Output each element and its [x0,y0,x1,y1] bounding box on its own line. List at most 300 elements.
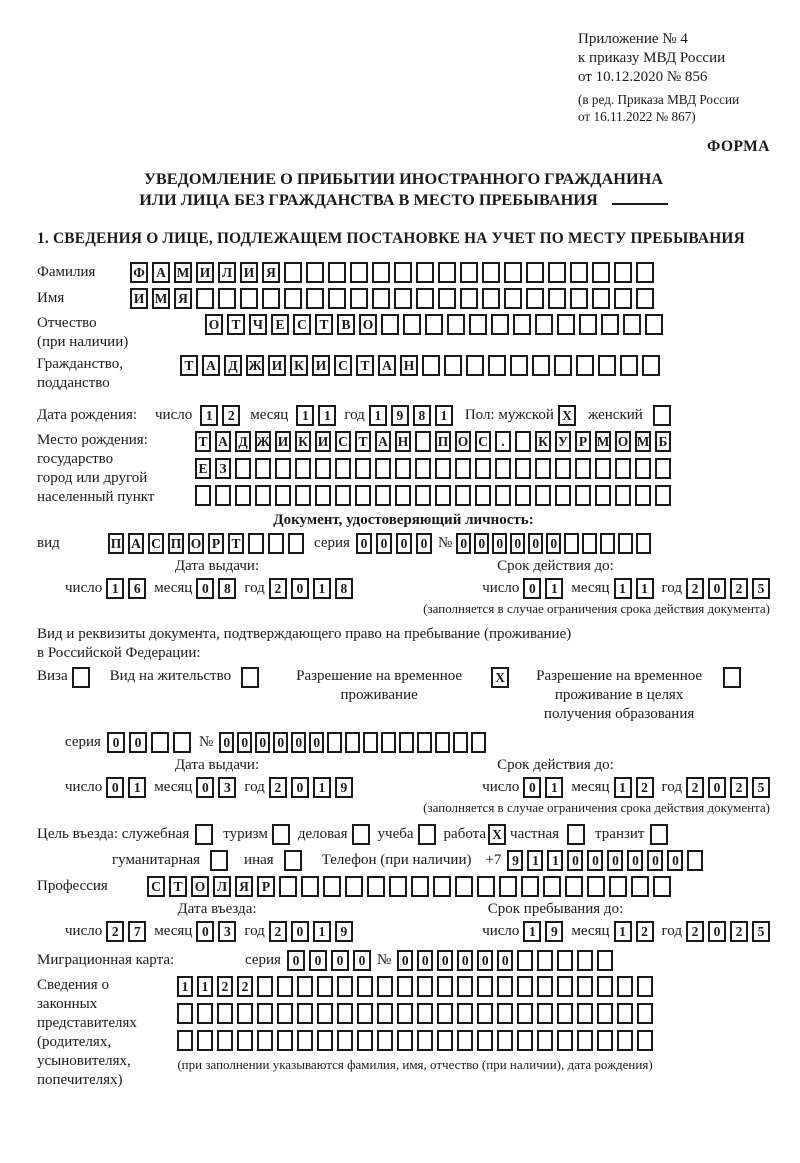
char-cell[interactable] [327,732,342,753]
char-cell[interactable] [532,355,550,376]
char-cell[interactable] [377,1003,393,1024]
char-cell[interactable]: А [375,431,391,452]
char-cell[interactable] [592,262,610,283]
char-cell[interactable] [623,314,641,335]
char-cell[interactable]: М [152,288,170,309]
char-cell[interactable]: 2 [686,578,704,599]
char-cell[interactable] [635,485,651,506]
char-cell[interactable] [355,458,371,479]
char-cell[interactable]: О [188,533,204,554]
char-cell[interactable]: 0 [396,533,412,554]
char-cell[interactable]: М [635,431,651,452]
char-cell[interactable] [543,876,561,897]
char-cell[interactable]: 0 [437,950,453,971]
char-cell[interactable]: 1 [200,405,218,426]
char-cell[interactable]: 0 [196,777,214,798]
char-cell[interactable]: 1 [614,578,632,599]
char-cell[interactable]: 0 [456,533,471,554]
char-cell[interactable] [173,732,191,753]
char-cell[interactable]: 8 [218,578,236,599]
char-cell[interactable] [537,976,553,997]
char-cell[interactable]: С [475,431,491,452]
char-cell[interactable]: 0 [708,921,726,942]
char-cell[interactable] [645,314,663,335]
char-cell[interactable]: Р [208,533,224,554]
purpose-tourism-checkbox[interactable] [272,824,290,845]
char-cell[interactable]: 0 [196,921,214,942]
char-cell[interactable] [453,732,468,753]
char-cell[interactable] [389,876,407,897]
char-cell[interactable] [557,1003,573,1024]
char-cell[interactable] [595,485,611,506]
purpose-other-checkbox[interactable] [284,850,302,871]
char-cell[interactable] [617,1003,633,1024]
char-cell[interactable] [510,355,528,376]
char-cell[interactable] [515,485,531,506]
char-cell[interactable]: К [295,431,311,452]
char-cell[interactable] [597,1030,613,1051]
char-cell[interactable]: Б [655,431,671,452]
char-cell[interactable]: И [275,431,291,452]
char-cell[interactable] [488,355,506,376]
char-cell[interactable] [455,485,471,506]
char-cell[interactable] [262,288,280,309]
char-cell[interactable] [499,876,517,897]
char-cell[interactable]: 2 [217,976,233,997]
char-cell[interactable] [215,485,231,506]
char-cell[interactable] [217,1003,233,1024]
char-cell[interactable]: 0 [331,950,349,971]
char-cell[interactable] [411,876,429,897]
char-cell[interactable] [475,458,491,479]
char-cell[interactable] [357,1003,373,1024]
char-cell[interactable] [497,1003,513,1024]
char-cell[interactable] [577,1003,593,1024]
char-cell[interactable] [363,732,378,753]
char-cell[interactable] [614,262,632,283]
char-cell[interactable] [328,288,346,309]
char-cell[interactable] [335,458,351,479]
char-cell[interactable] [557,1030,573,1051]
char-cell[interactable] [437,976,453,997]
char-cell[interactable] [495,485,511,506]
char-cell[interactable]: 1 [636,578,654,599]
char-cell[interactable] [240,288,258,309]
char-cell[interactable] [555,485,571,506]
char-cell[interactable] [517,1003,533,1024]
char-cell[interactable] [435,458,451,479]
char-cell[interactable]: 9 [507,850,523,871]
char-cell[interactable] [460,288,478,309]
char-cell[interactable]: Д [235,431,251,452]
char-cell[interactable] [315,485,331,506]
char-cell[interactable]: 2 [636,777,654,798]
char-cell[interactable] [288,533,304,554]
char-cell[interactable]: Ж [255,431,271,452]
char-cell[interactable] [653,876,671,897]
temp-residence-education-checkbox[interactable] [723,667,741,688]
char-cell[interactable] [375,458,391,479]
char-cell[interactable] [350,262,368,283]
char-cell[interactable]: С [335,431,351,452]
char-cell[interactable] [495,458,511,479]
char-cell[interactable]: 1 [313,777,331,798]
char-cell[interactable] [395,458,411,479]
char-cell[interactable]: 0 [219,732,234,753]
char-cell[interactable] [554,355,572,376]
char-cell[interactable]: 5 [752,921,770,942]
char-cell[interactable]: 0 [492,533,507,554]
char-cell[interactable] [357,1030,373,1051]
char-cell[interactable]: 0 [528,533,543,554]
char-cell[interactable] [570,288,588,309]
char-cell[interactable] [381,314,399,335]
char-cell[interactable] [637,1003,653,1024]
purpose-study-checkbox[interactable] [418,824,436,845]
char-cell[interactable] [535,485,551,506]
char-cell[interactable] [447,314,465,335]
purpose-private-checkbox[interactable] [567,824,585,845]
char-cell[interactable]: Т [315,314,333,335]
char-cell[interactable] [417,976,433,997]
char-cell[interactable]: Т [180,355,198,376]
char-cell[interactable] [297,976,313,997]
char-cell[interactable]: К [535,431,551,452]
char-cell[interactable]: П [435,431,451,452]
char-cell[interactable] [177,1003,193,1024]
char-cell[interactable] [437,1030,453,1051]
char-cell[interactable] [235,485,251,506]
char-cell[interactable] [517,976,533,997]
char-cell[interactable]: 1 [545,578,563,599]
char-cell[interactable] [257,1003,273,1024]
char-cell[interactable] [317,1003,333,1024]
char-cell[interactable]: Т [228,533,244,554]
char-cell[interactable] [403,314,421,335]
gender-male-checkbox[interactable]: X [558,405,576,426]
char-cell[interactable] [526,288,544,309]
char-cell[interactable] [377,1030,393,1051]
char-cell[interactable]: 2 [686,777,704,798]
char-cell[interactable] [337,1030,353,1051]
char-cell[interactable]: 0 [196,578,214,599]
char-cell[interactable]: 0 [287,950,305,971]
char-cell[interactable] [564,533,579,554]
char-cell[interactable]: 0 [291,578,309,599]
char-cell[interactable] [218,288,236,309]
char-cell[interactable] [460,262,478,283]
char-cell[interactable] [497,976,513,997]
char-cell[interactable] [422,355,440,376]
char-cell[interactable] [177,1030,193,1051]
char-cell[interactable] [631,876,649,897]
char-cell[interactable] [295,485,311,506]
char-cell[interactable]: 0 [291,732,306,753]
char-cell[interactable] [277,1003,293,1024]
char-cell[interactable] [615,458,631,479]
char-cell[interactable]: М [174,262,192,283]
char-cell[interactable]: 9 [335,777,353,798]
char-cell[interactable] [592,288,610,309]
char-cell[interactable]: 0 [607,850,623,871]
char-cell[interactable] [255,458,271,479]
char-cell[interactable]: 1 [435,405,453,426]
char-cell[interactable]: 0 [353,950,371,971]
visa-checkbox[interactable] [72,667,90,688]
char-cell[interactable] [477,1030,493,1051]
char-cell[interactable]: Т [169,876,187,897]
char-cell[interactable] [284,262,302,283]
char-cell[interactable] [315,458,331,479]
char-cell[interactable] [582,533,597,554]
char-cell[interactable] [575,485,591,506]
char-cell[interactable] [377,976,393,997]
char-cell[interactable]: Т [356,355,374,376]
char-cell[interactable] [655,485,671,506]
char-cell[interactable] [557,976,573,997]
char-cell[interactable]: 2 [237,976,253,997]
char-cell[interactable] [477,1003,493,1024]
char-cell[interactable] [548,262,566,283]
residence-permit-checkbox[interactable] [241,667,259,688]
char-cell[interactable]: 0 [587,850,603,871]
char-cell[interactable]: 1 [614,921,632,942]
char-cell[interactable] [457,1003,473,1024]
char-cell[interactable]: А [202,355,220,376]
char-cell[interactable]: 2 [222,405,240,426]
char-cell[interactable]: У [555,431,571,452]
char-cell[interactable] [482,288,500,309]
char-cell[interactable]: 0 [291,777,309,798]
char-cell[interactable]: И [315,431,331,452]
char-cell[interactable] [548,288,566,309]
temp-residence-permit-checkbox[interactable]: X [491,667,509,688]
char-cell[interactable] [195,485,211,506]
char-cell[interactable]: 8 [413,405,431,426]
char-cell[interactable] [394,262,412,283]
char-cell[interactable] [597,976,613,997]
char-cell[interactable] [295,458,311,479]
char-cell[interactable]: 0 [510,533,525,554]
char-cell[interactable] [504,262,522,283]
char-cell[interactable] [435,485,451,506]
purpose-official-checkbox[interactable] [195,824,213,845]
char-cell[interactable] [517,950,533,971]
char-cell[interactable] [515,458,531,479]
char-cell[interactable] [521,876,539,897]
char-cell[interactable]: 0 [477,950,493,971]
char-cell[interactable]: О [205,314,223,335]
char-cell[interactable]: Л [218,262,236,283]
char-cell[interactable]: . [495,431,511,452]
char-cell[interactable]: 0 [523,578,541,599]
char-cell[interactable]: 8 [335,578,353,599]
char-cell[interactable]: В [337,314,355,335]
char-cell[interactable] [345,876,363,897]
char-cell[interactable]: 0 [416,533,432,554]
char-cell[interactable] [275,458,291,479]
char-cell[interactable] [275,485,291,506]
char-cell[interactable]: А [378,355,396,376]
char-cell[interactable]: 0 [309,950,327,971]
char-cell[interactable]: Р [575,431,591,452]
char-cell[interactable] [417,1003,433,1024]
char-cell[interactable] [577,976,593,997]
char-cell[interactable]: П [168,533,184,554]
char-cell[interactable] [355,485,371,506]
char-cell[interactable] [504,288,522,309]
char-cell[interactable] [277,976,293,997]
char-cell[interactable]: Я [174,288,192,309]
char-cell[interactable] [394,288,412,309]
char-cell[interactable] [416,288,434,309]
char-cell[interactable]: 1 [313,921,331,942]
char-cell[interactable] [323,876,341,897]
char-cell[interactable] [367,876,385,897]
char-cell[interactable]: 1 [527,850,543,871]
char-cell[interactable] [395,485,411,506]
char-cell[interactable] [375,485,391,506]
char-cell[interactable]: 2 [730,578,748,599]
char-cell[interactable] [433,876,451,897]
char-cell[interactable]: С [334,355,352,376]
char-cell[interactable] [337,1003,353,1024]
char-cell[interactable] [415,431,431,452]
char-cell[interactable]: 9 [545,921,563,942]
char-cell[interactable]: И [196,262,214,283]
char-cell[interactable] [435,732,450,753]
char-cell[interactable] [284,288,302,309]
char-cell[interactable] [491,314,509,335]
char-cell[interactable]: А [152,262,170,283]
char-cell[interactable]: 0 [129,732,147,753]
char-cell[interactable]: 0 [667,850,683,871]
char-cell[interactable]: 9 [391,405,409,426]
char-cell[interactable] [301,876,319,897]
char-cell[interactable]: 0 [255,732,270,753]
char-cell[interactable]: К [290,355,308,376]
char-cell[interactable] [636,288,654,309]
char-cell[interactable] [617,1030,633,1051]
char-cell[interactable]: З [215,458,231,479]
char-cell[interactable] [617,976,633,997]
char-cell[interactable] [477,876,495,897]
char-cell[interactable] [248,533,264,554]
char-cell[interactable] [372,288,390,309]
char-cell[interactable]: 1 [369,405,387,426]
char-cell[interactable] [455,876,473,897]
char-cell[interactable]: 0 [376,533,392,554]
char-cell[interactable] [217,1030,233,1051]
char-cell[interactable]: 1 [128,777,146,798]
char-cell[interactable]: 0 [474,533,489,554]
char-cell[interactable] [235,458,251,479]
char-cell[interactable] [255,485,271,506]
char-cell[interactable] [196,288,214,309]
char-cell[interactable]: 1 [614,777,632,798]
char-cell[interactable] [415,458,431,479]
char-cell[interactable]: 0 [397,950,413,971]
char-cell[interactable] [337,976,353,997]
char-cell[interactable] [687,850,703,871]
char-cell[interactable] [576,355,594,376]
char-cell[interactable]: О [191,876,209,897]
char-cell[interactable]: Р [257,876,275,897]
purpose-business-checkbox[interactable] [352,824,370,845]
char-cell[interactable] [328,262,346,283]
char-cell[interactable]: С [147,876,165,897]
char-cell[interactable] [477,976,493,997]
char-cell[interactable]: С [148,533,164,554]
char-cell[interactable]: Е [271,314,289,335]
char-cell[interactable]: 2 [269,578,287,599]
char-cell[interactable] [618,533,633,554]
char-cell[interactable] [526,262,544,283]
char-cell[interactable]: А [215,431,231,452]
char-cell[interactable]: И [312,355,330,376]
char-cell[interactable]: 2 [106,921,124,942]
char-cell[interactable] [469,314,487,335]
char-cell[interactable] [415,485,431,506]
char-cell[interactable] [257,976,273,997]
char-cell[interactable] [438,288,456,309]
char-cell[interactable]: 1 [545,777,563,798]
char-cell[interactable]: 1 [106,578,124,599]
char-cell[interactable]: 1 [523,921,541,942]
char-cell[interactable] [579,314,597,335]
char-cell[interactable]: Я [235,876,253,897]
char-cell[interactable] [595,458,611,479]
char-cell[interactable] [587,876,605,897]
char-cell[interactable] [614,288,632,309]
char-cell[interactable]: 3 [218,921,236,942]
char-cell[interactable] [317,976,333,997]
char-cell[interactable] [397,1003,413,1024]
char-cell[interactable]: 0 [106,777,124,798]
char-cell[interactable]: 2 [730,777,748,798]
char-cell[interactable] [577,1030,593,1051]
char-cell[interactable]: 1 [197,976,213,997]
char-cell[interactable]: 9 [335,921,353,942]
char-cell[interactable] [277,1030,293,1051]
char-cell[interactable] [397,1030,413,1051]
purpose-work-checkbox[interactable]: X [488,824,506,845]
char-cell[interactable] [237,1030,253,1051]
char-cell[interactable] [482,262,500,283]
char-cell[interactable] [615,485,631,506]
char-cell[interactable]: С [293,314,311,335]
char-cell[interactable]: О [455,431,471,452]
char-cell[interactable]: 0 [417,950,433,971]
char-cell[interactable]: Н [400,355,418,376]
char-cell[interactable]: 5 [752,777,770,798]
char-cell[interactable]: Ж [246,355,264,376]
char-cell[interactable] [537,1030,553,1051]
char-cell[interactable]: Л [213,876,231,897]
char-cell[interactable]: 0 [546,533,561,554]
char-cell[interactable] [279,876,297,897]
char-cell[interactable] [416,262,434,283]
char-cell[interactable] [637,976,653,997]
char-cell[interactable] [306,262,324,283]
char-cell[interactable] [597,950,613,971]
char-cell[interactable] [417,1030,433,1051]
char-cell[interactable]: 0 [523,777,541,798]
char-cell[interactable]: 1 [547,850,563,871]
char-cell[interactable] [537,950,553,971]
char-cell[interactable] [598,355,616,376]
purpose-transit-checkbox[interactable] [650,824,668,845]
